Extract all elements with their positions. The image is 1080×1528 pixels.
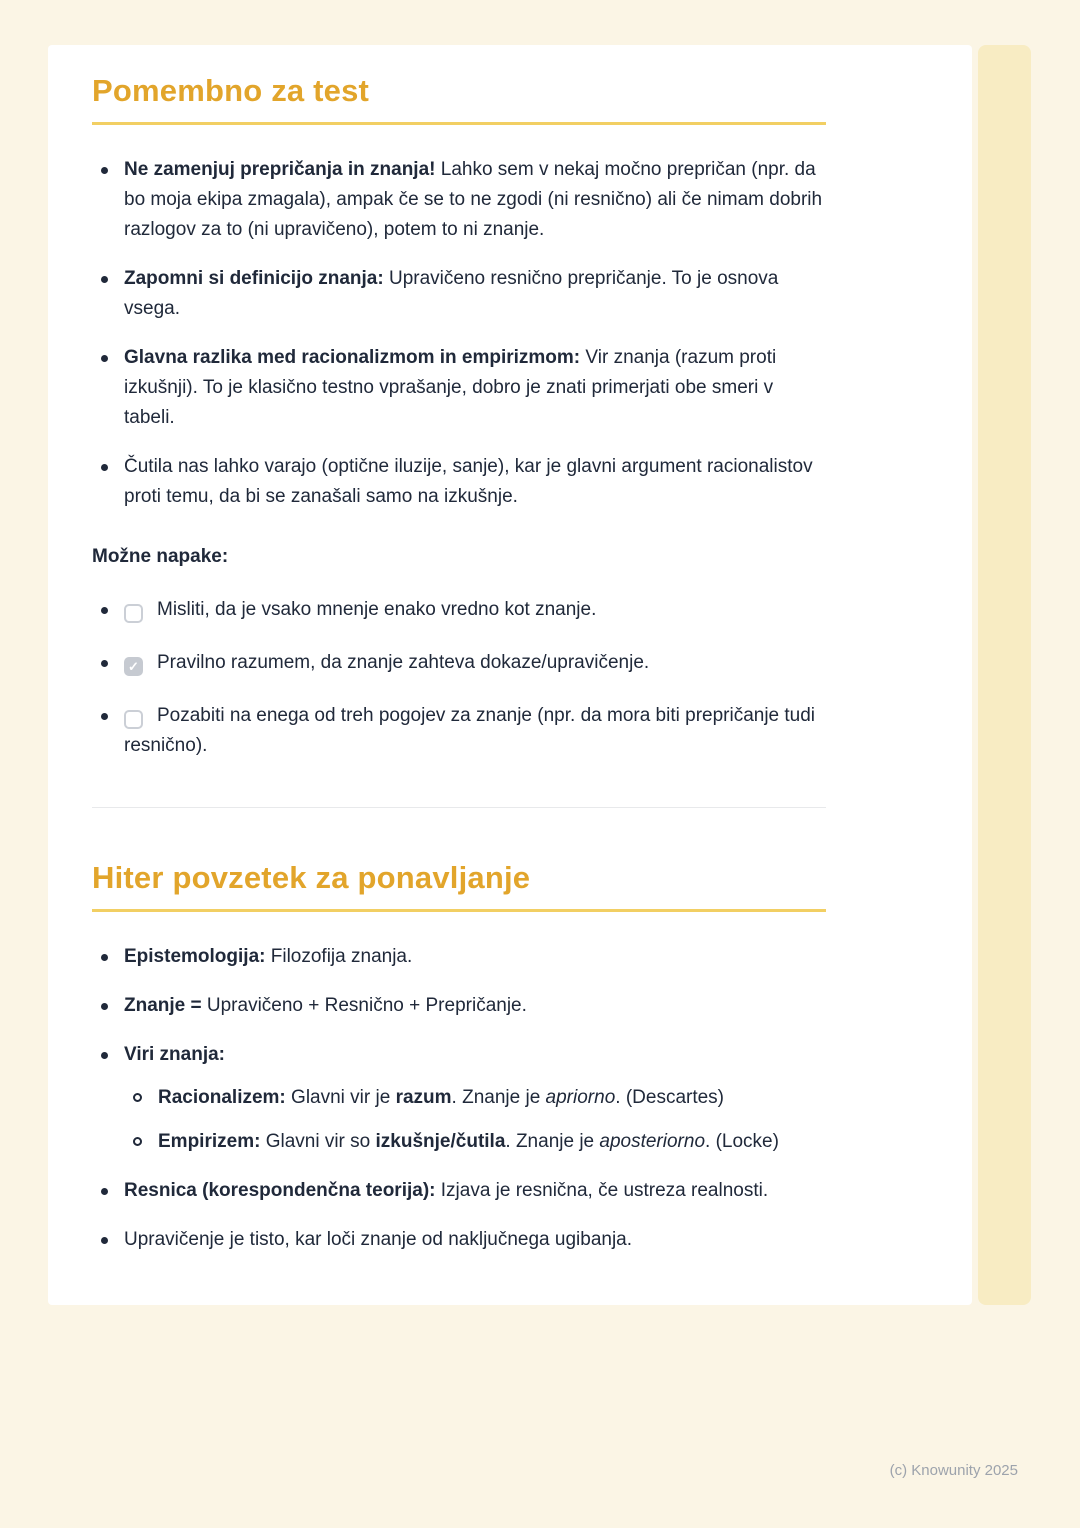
text-segment: . (Descartes) (615, 1087, 725, 1108)
text-segment: Empirizem: (158, 1131, 261, 1152)
list-item (92, 155, 826, 245)
checkbox-checked-icon[interactable]: ✓ (124, 657, 143, 676)
text-segment: Čutila nas lahko varajo (optične iluzije, sanje), kar je glavni argument racionalistov proti temu, da bi se zanašali samo na izkušnje. (124, 456, 813, 507)
sub-list (124, 1083, 826, 1157)
sub-bullet-circle-icon (133, 1137, 142, 1146)
text-segment: izkušnje/čutila (375, 1131, 506, 1152)
text-segment: Epistemologija: (124, 946, 266, 967)
bullet-dot-icon (101, 276, 108, 283)
text-segment: Racionalizem: (158, 1087, 286, 1108)
document-card (48, 45, 972, 1305)
checklist-item (92, 701, 826, 761)
checkbox-unchecked-icon[interactable] (124, 710, 143, 729)
copyright-footer: (c) Knowunity 2025 (889, 1462, 1018, 1479)
text-segment: Resnica (korespondenčna teorija): (124, 1180, 436, 1201)
bullet-list (92, 942, 826, 1255)
sub-list-item (124, 1083, 826, 1113)
section-title: Hiter povzetek za ponavljanje (92, 860, 826, 912)
list-item (92, 942, 826, 972)
checklist-item (92, 648, 826, 678)
right-accent-stripe (978, 45, 1031, 1305)
bullet-dot-icon (101, 464, 108, 471)
text-segment: razum (395, 1087, 452, 1108)
section-important-for-test (92, 73, 826, 761)
bullet-dot-icon (101, 954, 108, 961)
text-segment: Lahko sem v nekaj močno prepričan (npr. da bo moja ekipa zmagala), ampak če se to ne zgodi (ni resnično) ali če nimam dobrih razlogov za to (ni upravičeno), potem to ni znanje. (124, 159, 823, 240)
section-divider (92, 807, 826, 808)
text-segment: Glavni vir je (285, 1087, 396, 1108)
text-segment: Ne zamenjuj prepričanja in znanja! (124, 159, 436, 180)
bullet-dot-icon (101, 1003, 108, 1010)
bullet-list (92, 155, 826, 512)
text-segment: aposteriorno (599, 1131, 706, 1152)
sub-list-item (124, 1127, 826, 1157)
mistakes-checklist (92, 595, 826, 761)
checklist-item-label: Pozabiti na enega od treh pogojev za znanje (npr. da mora biti prepričanje tudi resnično). (124, 705, 816, 756)
list-item (92, 991, 826, 1021)
text-segment: Glavna razlika med racionalizmom in empirizmom: (124, 347, 581, 368)
list-item (92, 1225, 826, 1255)
text-segment: Znanje = (124, 995, 202, 1016)
list-item (92, 343, 826, 433)
bullet-dot-icon (101, 660, 108, 667)
bullet-dot-icon (101, 355, 108, 362)
bullet-dot-icon (101, 713, 108, 720)
checklist-item (92, 595, 826, 625)
text-segment: Zapomni si definicijo znanja: (124, 268, 384, 289)
text-segment: Vir znanja (razum proti izkušnji). To je klasično testno vprašanje, dobro je znati primerjati obe smeri v tabeli. (124, 347, 777, 428)
text-segment: Filozofija znanja. (265, 946, 413, 967)
checkbox-unchecked-icon[interactable] (124, 604, 143, 623)
bullet-dot-icon (101, 167, 108, 174)
bullet-dot-icon (101, 1237, 108, 1244)
text-segment: Upravičenje je tisto, kar loči znanje od naključnega ugibanja. (124, 1229, 633, 1250)
possible-mistakes-heading: Možne napake: (92, 546, 229, 567)
list-item (92, 452, 826, 512)
text-segment: . Znanje je (451, 1087, 546, 1108)
checklist-item-label: Pravilno razumem, da znanje zahteva dokaze/upravičenje. (157, 652, 650, 673)
text-segment: . (Locke) (705, 1131, 779, 1152)
bullet-dot-icon (101, 1188, 108, 1195)
text-segment: apriorno (545, 1087, 616, 1108)
sub-bullet-circle-icon (133, 1093, 142, 1102)
text-segment: Glavni vir so (260, 1131, 376, 1152)
list-item (92, 1176, 826, 1206)
bullet-dot-icon (101, 607, 108, 614)
text-segment: . Znanje je (505, 1131, 600, 1152)
text-segment: Upravičeno resnično prepričanje. To je osnova vsega. (124, 268, 779, 319)
section-title: Pomembno za test (92, 73, 826, 125)
text-segment: Izjava je resnična, če ustreza realnosti. (435, 1180, 769, 1201)
list-item (92, 1040, 826, 1157)
checklist-item-label: Misliti, da je vsako mnenje enako vredno kot znanje. (157, 599, 597, 620)
bullet-dot-icon (101, 1052, 108, 1059)
section-quick-summary (92, 860, 826, 1255)
text-segment: Viri znanja: (124, 1044, 226, 1065)
list-item (92, 264, 826, 324)
text-segment: Upravičeno + Resnično + Prepričanje. (201, 995, 527, 1016)
